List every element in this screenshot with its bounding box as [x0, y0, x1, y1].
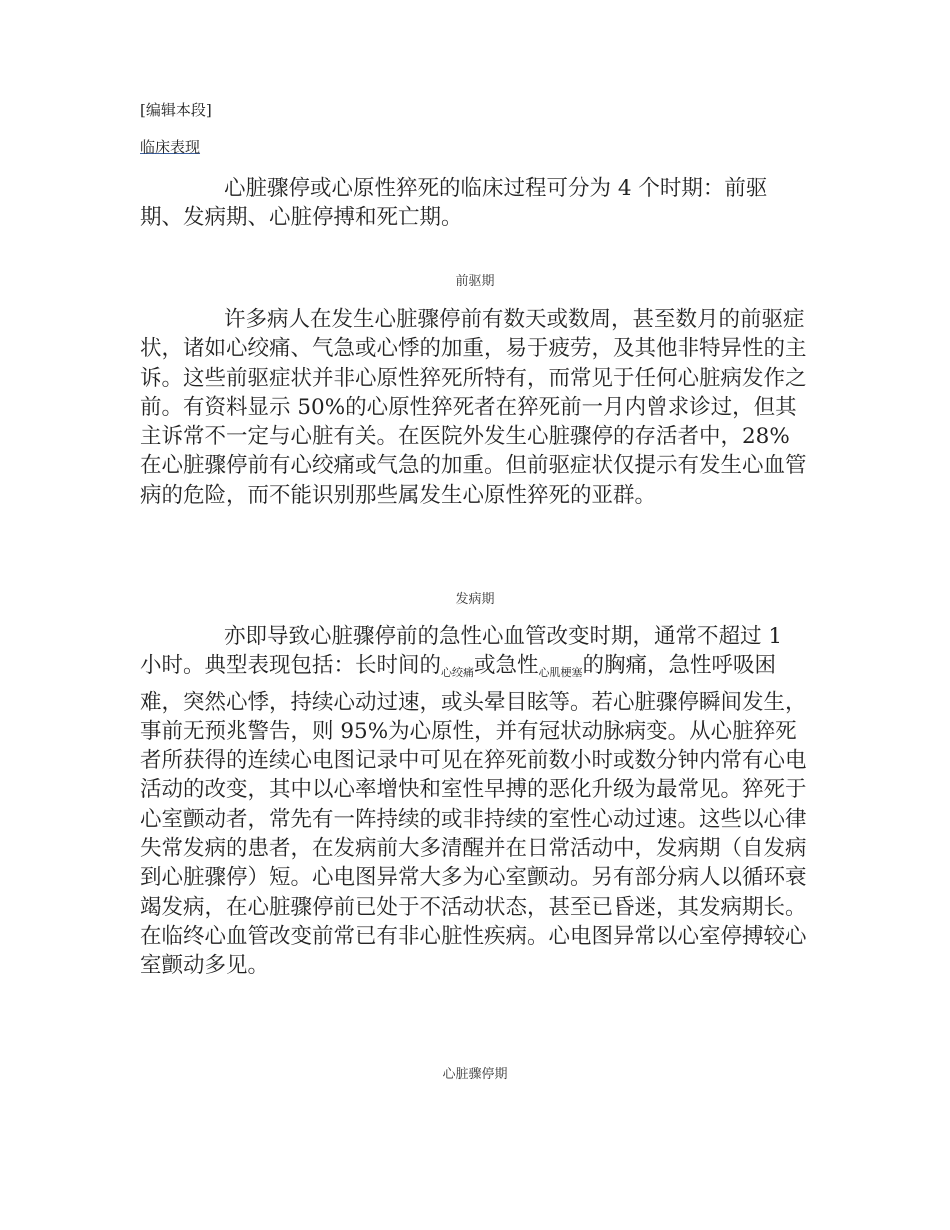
myocardial-infarction-link[interactable]: 心肌梗塞	[538, 666, 583, 680]
onset-text-a: 亦即导致心脏骤停前的急性心血管改变时期，通常不超过 1 小时。典型表现包括：长时间的	[140, 624, 783, 679]
angina-link[interactable]: 心绞痛	[441, 666, 475, 680]
onset-text-b: 或急性	[474, 653, 539, 679]
prodromal-paragraph: 许多病人在发生心脏骤停前有数天或数周，甚至数月的前驱症状，诸如心绞痛、气急或心悸的加重，易于疲劳，及其他非特异性的主诉。这些前驱症状并非心原性猝死所特有，而常见于任何心脏病发作之前。有资料显示 50%的心原性猝死者在猝死前一月内曾求诊过，但其主诉常不一定与心脏有关。在医院外发生心脏骤停的存活者中，28%在心脏骤停前有心绞痛或气急的加重。但前驱症状仅提示有发生心血管病的危险，而不能识别那些属发生心原性猝死的亚群。	[140, 307, 807, 508]
intro-paragraph: 心脏骤停或心原性猝死的临床过程可分为 4 个时期：前驱期、发病期、心脏停搏和死亡期。	[140, 176, 768, 231]
edit-section-link[interactable]: [编辑本段]	[140, 101, 212, 119]
onset-paragraph	[140, 622, 810, 981]
section-title-link[interactable]: 临床表现	[140, 138, 201, 156]
onset-text-c: 的胸痛，急性呼吸困难，突然心悸，持续心动过速，或头晕目眩等。若心脏骤停瞬间发生，事前无预兆警告，则 95%为心原性，并有冠状动脉病变。从心脏猝死者所获得的连续心电图记录中可见在猝死前数小时或数分钟内常有心电活动的改变，其中以心率增快和室性早搏的恶化升级为最常见。猝死于心室颤动者，常先有一阵持续的或非持续的室性心动过速。这些以心律失常发病的患者，在发病前大多清醒并在日常活动中，发病期（自发病到心脏骤停）短。心电图异常大多为心室颤动。另有部分病人以循环衰竭发病，在心脏骤停前已处于不活动状态，甚至已昏迷，其发病期长。在临终心血管改变前常已有非心脏性疾病。心电图异常以心室停搏较心室颤动多见。	[140, 653, 807, 979]
heading-cardiac-arrest: 心脏骤停期	[442, 1067, 508, 1082]
heading-onset: 发病期	[455, 592, 495, 607]
heading-prodromal: 前驱期	[455, 274, 495, 289]
